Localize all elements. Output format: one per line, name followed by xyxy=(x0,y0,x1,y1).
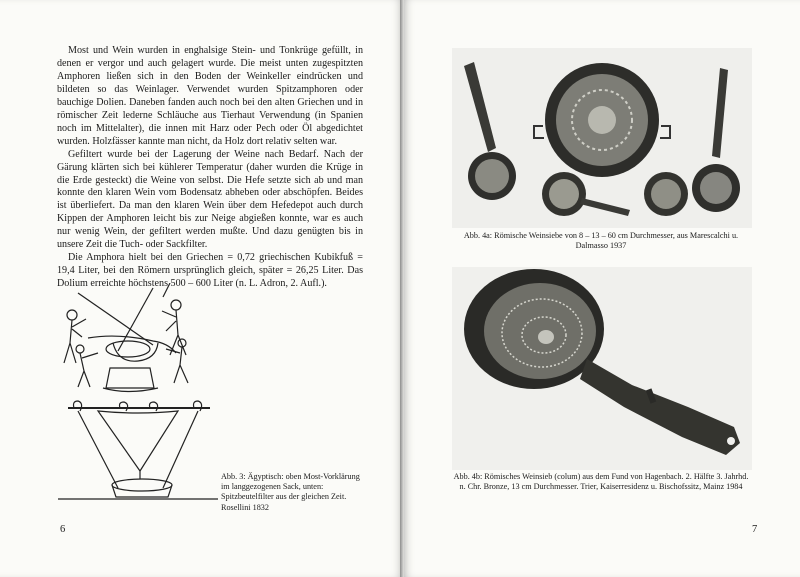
paragraph-3: Die Amphora hielt bei den Griechen = 0,72 griechischen Kubikfuß = 19,4 Liter, bei den Römern ursprünglich gleich, später = 26,25 Liter. Das Dolium erreichte höchstens 500 – 600 Liter (n. L. Adron, 2. Aufl.). xyxy=(57,252,363,290)
page-number-right: 7 xyxy=(752,524,758,535)
hagenbach-strainer-photo xyxy=(452,267,752,470)
paragraph-1: Most und Wein wurden in enghalsige Stein- und Tonkrüge gefüllt, in denen er vergor und auch gelagert wurde. Die meist unten zugespitzten Amphoren ließen sich in den Boden der Weinkeller eindrücken und bildeten so das Weinlager. Verwendet wurden Spitzamphoren oder bauchige Dolien. Daneben fanden auch noch bei den alten Griechen und in römischer Zeit lederne Schläuche aus Tierhaut Verwendung (in Spanien noch im Mittelalter), die innen mit Harz oder Pech oder Öl abgedichtet wurden. Holzfässer kannte man nicht, da Holz dort relativ selten war. xyxy=(57,45,363,147)
figure-3-caption: Abb. 3: Ägyptisch: oben Most-Vorklärung im langgezogenen Sack, unten: Spitzbeutelfilter aus der gleichen Zeit. Rosellini 1832 xyxy=(221,472,360,512)
body-text xyxy=(57,45,363,291)
page-number-left: 6 xyxy=(60,524,66,535)
egyptian-filter-illustration xyxy=(58,283,218,505)
roman-wine-strainers-photo xyxy=(452,48,752,228)
figure-4a-caption: Abb. 4a: Römische Weinsiebe von 8 – 13 – 60 cm Durchmesser, aus Marescalchi u. Dalmasso 1937 xyxy=(463,231,739,251)
figure-4b-caption: Abb. 4b: Römisches Weinsieb (colum) aus dem Fund von Hagenbach. 2. Hälfte 3. Jahrhd. n. Chr. Bronze, 13 cm Durchmesser. Trier, Kaiserresidenz u. Bischofssitz, Mainz 1984 xyxy=(453,472,749,492)
paragraph-2: Gefiltert wurde bei der Lagerung der Weine nach Bedarf. Nach der Gärung klärten sich bei kühlerer Temperatur (daher wurden die Krüge in die Erde gesteckt) die Weine von selbst. Die Hefe setzte sich ab und man konnte den klaren Wein vom Bodensatz abheben oder abschöpfen. Beides ist überliefert. Da man den klaren Wein über dem Hefedepot auch durch Kippen der Amphoren leicht bis zur Neige abgießen konnte, war es auch nur wenig Wein, der gefiltert werden mußte. Und dazu genügten bis in unsere Zeit die Tuch- oder Sackfilter. xyxy=(57,148,363,251)
